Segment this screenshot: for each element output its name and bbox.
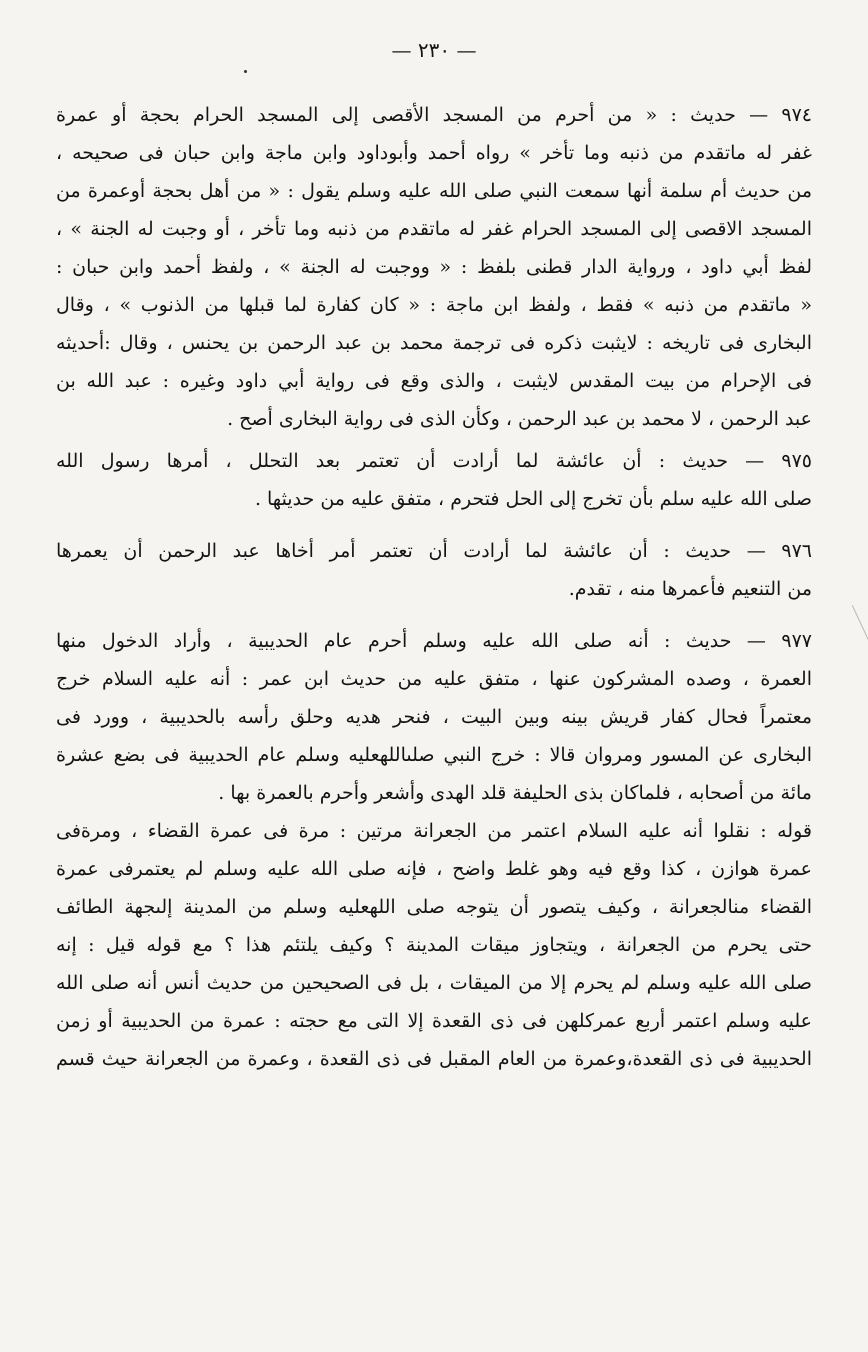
margin-scratch: [839, 605, 868, 657]
text-line: مائة من أصحابه ، فلماكان بذى الحليفة قلد الهدى وأشعر وأحرم بالعمرة بها .: [218, 782, 812, 804]
text-line: ٩٧٥ — حديث : أن عائشة لما أرادت أن تعتمر بعد التحلل ، أمرها رسول الله: [56, 450, 812, 472]
text-line: ٩٧٤ — حديث : « من أحرم من المسجد الأقصى إلى المسجد الحرام بحجة أو عمرة: [56, 104, 812, 126]
text-line: حتى يحرم من الجعرانة ، ويتجاوز ميقات المدينة ؟ وكيف يلتئم هذا ؟ مع قوله قيل : إنه: [56, 934, 812, 956]
text-line: قوله : نقلوا أنه عليه السلام اعتمر من الجعرانة مرتين : مرة فى عمرة القضاء ، ومرةفى: [56, 820, 812, 842]
text-line: غفر له ماتقدم من ذنبه وما تأخر » رواه أحمد وأبوداود وابن ماجة وابن حبان فى صحيحه ،: [56, 142, 812, 164]
text-line: البخارى فى تاريخه : لايثبت ذكره فى ترجمة محمد بن عبد الرحمن بن يحنس ، وقال :أحديثه: [56, 332, 812, 354]
text-line: الحديبية فى ذى القعدة،وعمرة من العام المقبل فى ذى القعدة ، وعمرة من الجعرانة حيث قسم: [56, 1048, 812, 1070]
page-number: — ٢٣٠ —: [391, 38, 477, 62]
entry-975: [56, 442, 812, 518]
text-line: العمرة ، وصده المشركون عنها ، متفق عليه من حديث ابن عمر : أنه عليه السلام خرج: [56, 668, 812, 690]
text-line: القضاء منالجعرانة ، وكيف يتصور أن يتوجه صلى اللهعليه وسلم من المدينة إلىجهة الطائف: [56, 896, 812, 918]
text-line: من التنعيم فأعمرها منه ، تقدم.: [568, 578, 812, 600]
text-line: من حديث أم سلمة أنها سمعت النبي صلى الله عليه وسلم يقول : « من أهل بحجة أوعمرة من: [56, 180, 812, 202]
entry-974: [56, 96, 812, 438]
commentary: [56, 812, 812, 1078]
text-line: فى الإحرام من بيت المقدس لايثبت ، والذى وقع فى رواية أبي داود وغيره : عبد الله بن: [56, 370, 812, 392]
text-line: عبد الرحمن ، لا محمد بن عبد الرحمن ، وكأن الذى فى رواية البخارى أصح .: [227, 408, 812, 430]
text-line: المسجد الاقصى إلى المسجد الحرام غفر له ماتقدم من ذنبه وما تأخر ، أو وجبت له الجنة » ،: [56, 218, 812, 240]
text-line: ٩٧٦ — حديث : أن عائشة لما أرادت أن تعتمر أمر أخاها عبد الرحمن أن يعمرها: [56, 540, 812, 562]
text-line: البخارى عن المسور ومروان قالا : خرج النبي صلىاللهعليه وسلم عام الحديبية فى بضع عشرة: [56, 744, 812, 766]
ink-dot: [244, 70, 247, 73]
entry-977: [56, 622, 812, 812]
text-line: صلى الله عليه سلم بأن تخرج إلى الحل فتحرم ، متفق عليه من حديثها .: [254, 488, 812, 510]
text-line: ٩٧٧ — حديث : أنه صلى الله عليه وسلم أحرم عام الحديبية ، وأراد الدخول منها: [56, 630, 812, 652]
entry-976: [56, 532, 812, 608]
text-line: صلى الله عليه وسلم لم يحرم إلا من الميقات ، بل فى الصحيحين من حديث أنس أنه صلى الله: [56, 972, 812, 994]
text-line: عمرة هوازن ، كذا وقع فيه وهو غلط واضح ، فإنه صلى الله عليه وسلم لم يعتمرفى عمرة: [56, 858, 812, 880]
text-line: « ماتقدم من ذنبه » فقط ، ولفظ ابن ماجة : « كان كفارة لما قبلها من الذنوب » ، وقال: [56, 294, 812, 316]
text-line: لفظ أبي داود ، ورواية الدار قطنى بلفظ : « ووجبت له الجنة » ، ولفظ أحمد وابن حبان :: [56, 256, 812, 278]
body-text: [56, 96, 812, 1078]
text-line: عليه وسلم اعتمر أربع عمركلهن فى ذى القعدة إلا التى مع حجته : عمرة من الحديبية أو زمن: [56, 1010, 812, 1032]
text-line: معتمراً فحال كفار قريش بينه وبين البيت ، فنحر هديه وحلق رأسه بالحديبية ، وورد فى: [56, 706, 812, 728]
